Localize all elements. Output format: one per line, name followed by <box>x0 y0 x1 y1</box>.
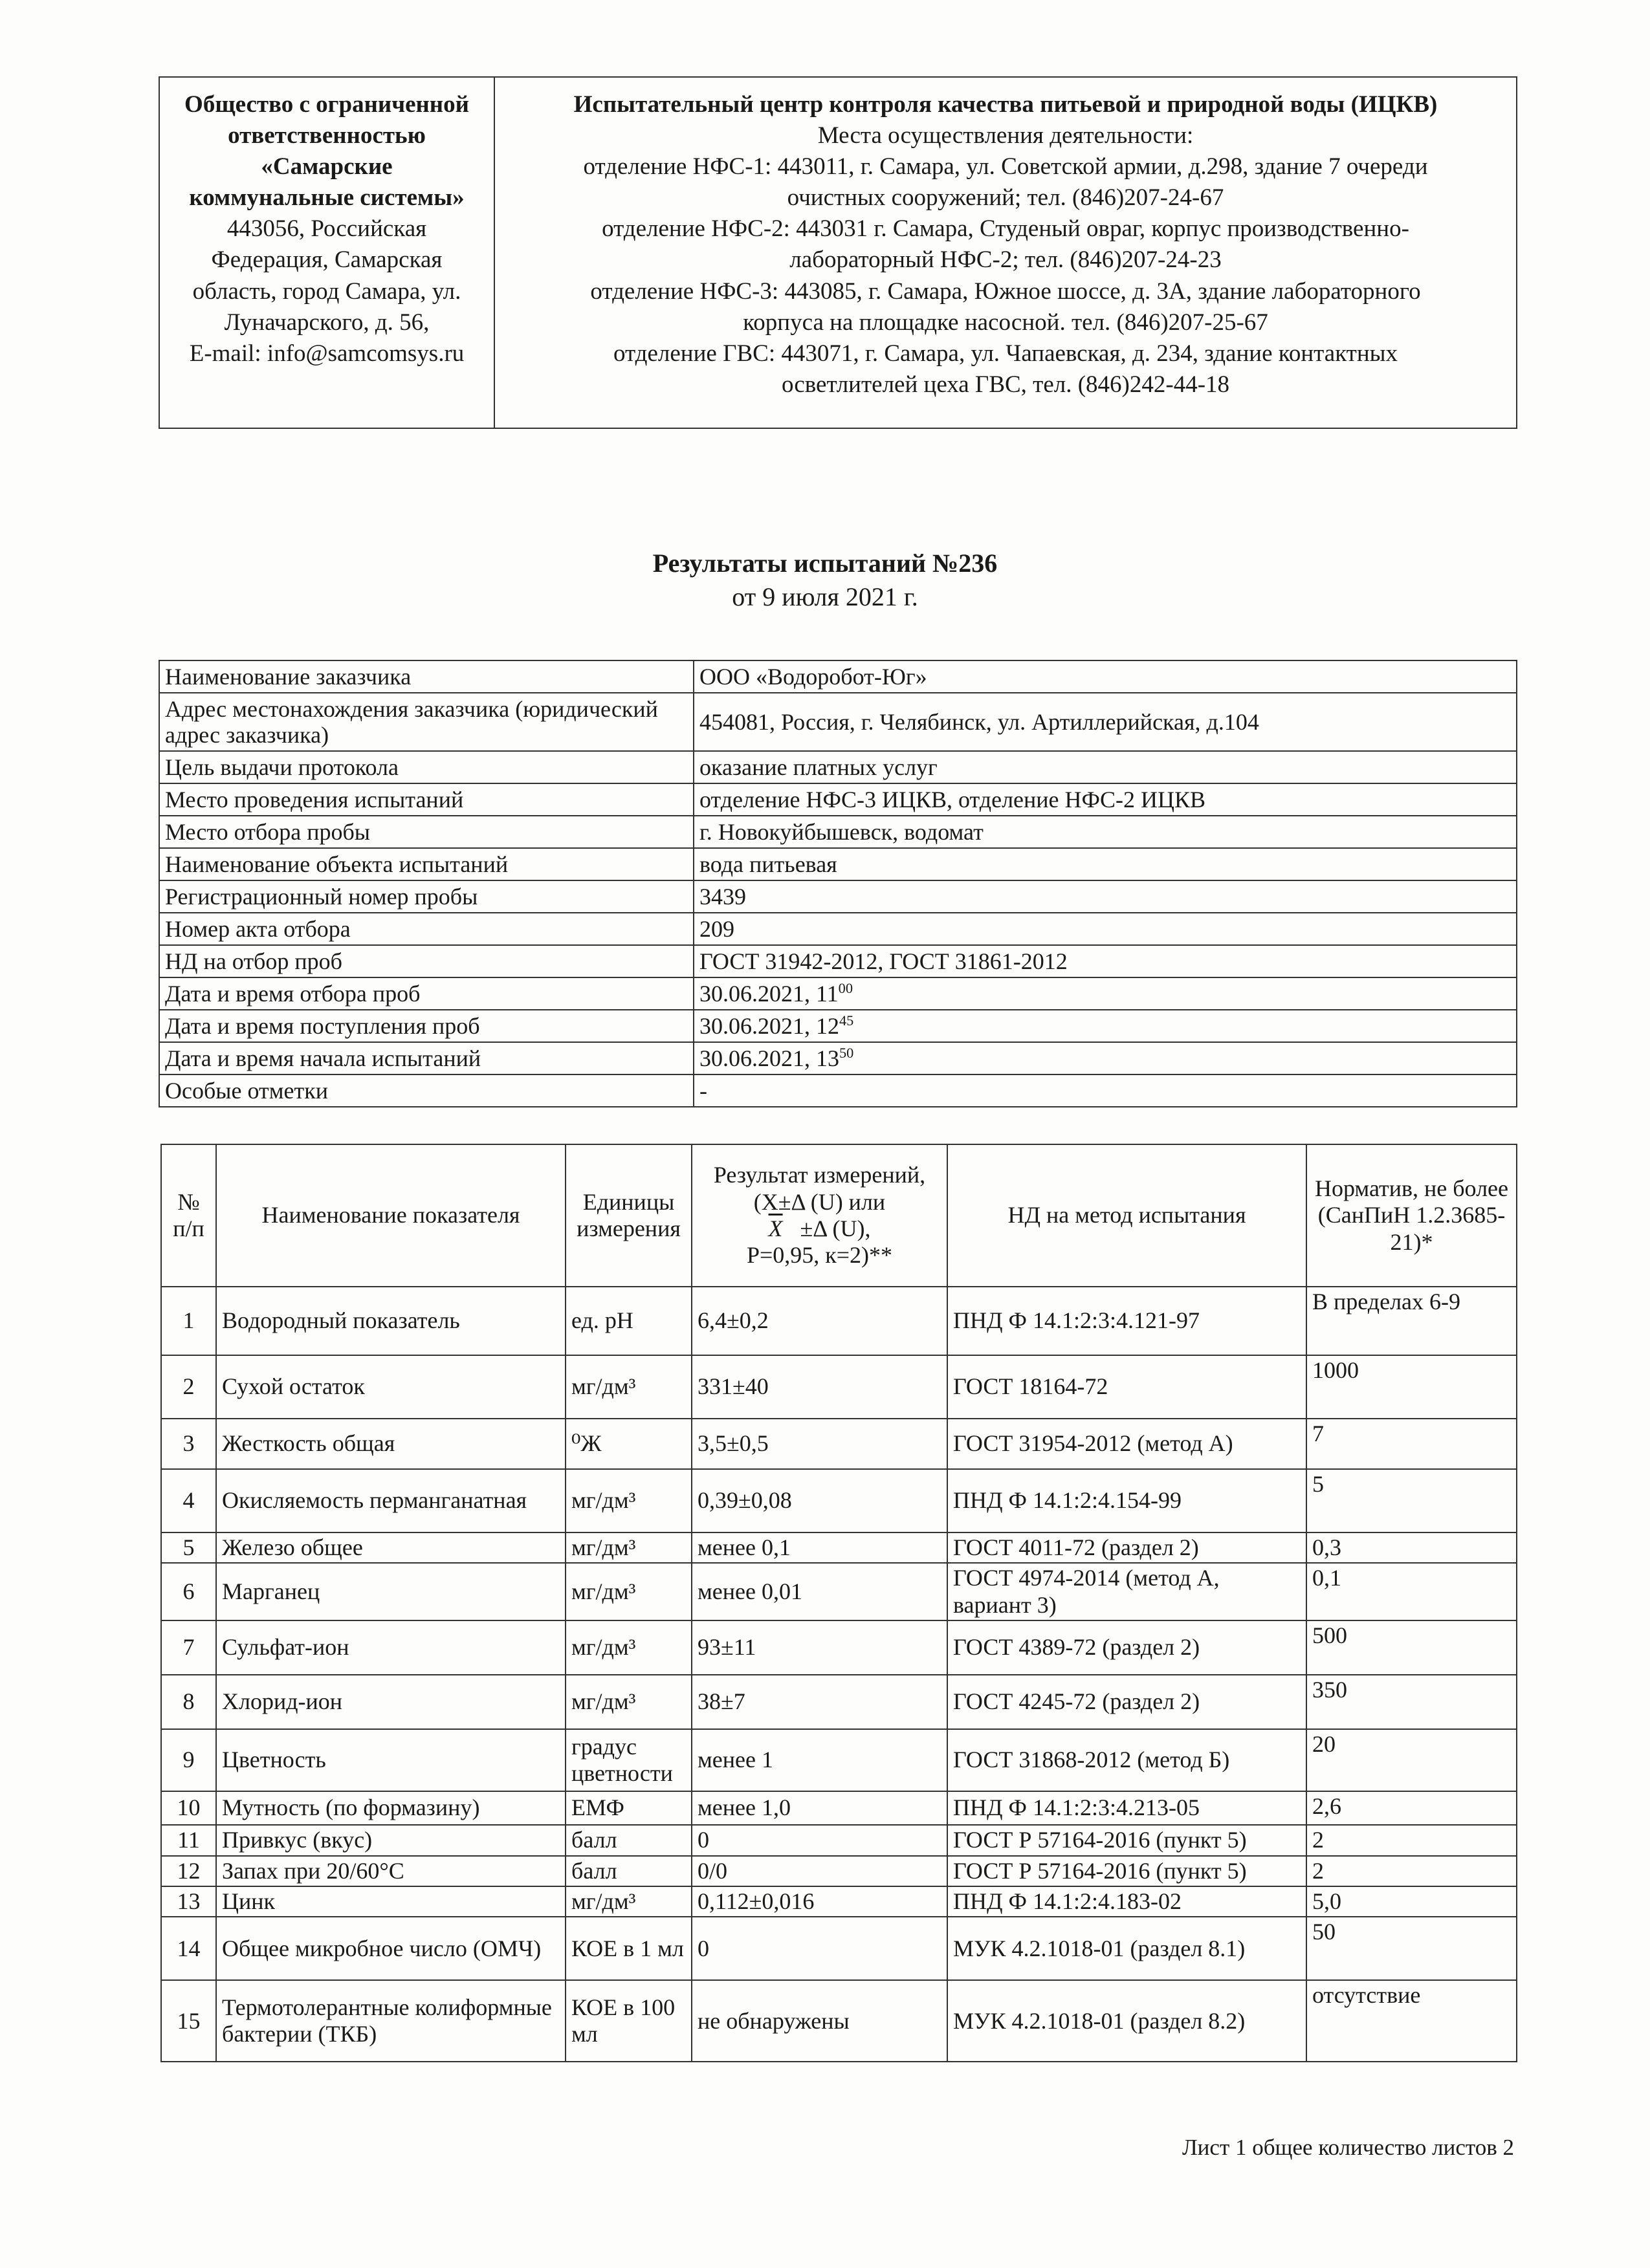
info-row <box>159 848 1517 880</box>
cell-method: ПНД Ф 14.1:2:3:4.121-97 <box>947 1287 1306 1355</box>
info-row <box>159 693 1517 751</box>
x-bar-symbol: $\overline{X}$ <box>768 1216 783 1241</box>
cell-unit: ед. рН <box>566 1287 692 1355</box>
header-result <box>692 1144 947 1287</box>
center-line: корпуса на площадке насосной. тел. (846)207-25-67 <box>743 309 1268 336</box>
header-name: Наименование показателя <box>216 1144 566 1287</box>
cell-unit: ⁰Ж <box>566 1419 692 1469</box>
cell-result: менее 0,01 <box>692 1563 947 1620</box>
center-line: Места осуществления деятельности: <box>817 122 1194 149</box>
cell-norm: 350 <box>1306 1675 1517 1729</box>
cell-method: ГОСТ 4974-2014 (метод А, вариант 3) <box>947 1563 1306 1620</box>
cell-unit: мг/дм³ <box>566 1886 692 1917</box>
cell-result: менее 0,1 <box>692 1532 947 1563</box>
cell-name: Привкус (вкус) <box>216 1825 566 1855</box>
cell-num: 9 <box>161 1729 216 1791</box>
org-address-line: Луначарского, д. 56, <box>224 309 430 336</box>
info-row <box>159 751 1517 783</box>
cell-num: 2 <box>161 1355 216 1419</box>
info-value <box>694 913 1517 945</box>
info-row <box>159 1074 1517 1107</box>
info-value-text: 30.06.2021, 11 <box>699 980 839 1007</box>
cell-result: 93±11 <box>692 1620 947 1675</box>
center-line: отделение НФС-2: 443031 г. Самара, Студеный овраг, корпус производственно- <box>602 215 1409 243</box>
time-minutes: 50 <box>839 1044 854 1061</box>
cell-method: ГОСТ 18164-72 <box>947 1355 1306 1419</box>
cell-result: 0/0 <box>692 1856 947 1886</box>
cell-name: Марганец <box>216 1563 566 1620</box>
cell-method: МУК 4.2.1018-01 (раздел 8.2) <box>947 1980 1306 2062</box>
cell-unit: КОЕ в 100 мл <box>566 1980 692 2062</box>
cell-num: 12 <box>161 1856 216 1886</box>
cell-num: 6 <box>161 1563 216 1620</box>
info-value-text: г. Новокуйбышевск, водомат <box>699 818 984 845</box>
info-row <box>159 1042 1517 1074</box>
result-row <box>161 1825 1517 1855</box>
info-label: Особые отметки <box>159 1074 694 1107</box>
info-label: Наименование заказчика <box>159 660 694 693</box>
cell-result: 0 <box>692 1917 947 1980</box>
info-value-text: 30.06.2021, 13 <box>699 1045 839 1071</box>
cell-norm: 2 <box>1306 1856 1517 1886</box>
info-value <box>694 1010 1517 1042</box>
header-result-line: Результат измерений, <box>713 1162 926 1188</box>
cell-result: менее 1,0 <box>692 1791 947 1825</box>
info-row <box>159 816 1517 848</box>
result-row <box>161 1287 1517 1355</box>
info-value-text: ГОСТ 31942-2012, ГОСТ 31861-2012 <box>699 948 1068 974</box>
time-minutes: 00 <box>838 979 853 996</box>
center-line: очистных сооружений; тел. (846)207-24-67 <box>787 184 1224 212</box>
info-value <box>694 660 1517 693</box>
info-label: Дата и время поступления проб <box>159 1010 694 1042</box>
header-result-line: Р=0,95, к=2)** <box>746 1242 893 1269</box>
cell-method: ПНД Ф 14.1:2:4.183-02 <box>947 1886 1306 1917</box>
info-row <box>159 783 1517 816</box>
result-row <box>161 1355 1517 1419</box>
info-value-text: вода питьевая <box>699 851 837 877</box>
cell-norm: В пределах 6-9 <box>1306 1287 1517 1355</box>
cell-unit: ЕМФ <box>566 1791 692 1825</box>
cell-norm: отсутствие <box>1306 1980 1517 2062</box>
cell-name: Сульфат-ион <box>216 1620 566 1675</box>
result-row <box>161 1980 1517 2062</box>
info-row <box>159 880 1517 913</box>
cell-result: менее 1 <box>692 1729 947 1791</box>
cell-method: ГОСТ 4011-72 (раздел 2) <box>947 1532 1306 1563</box>
cell-norm: 2 <box>1306 1825 1517 1855</box>
info-label: Место проведения испытаний <box>159 783 694 816</box>
cell-name: Цинк <box>216 1886 566 1917</box>
result-row <box>161 1791 1517 1825</box>
cell-name: Общее микробное число (ОМЧ) <box>216 1917 566 1980</box>
cell-norm: 2,6 <box>1306 1791 1517 1825</box>
cell-result: не обнаружены <box>692 1980 947 2062</box>
result-row <box>161 1620 1517 1675</box>
info-value <box>694 977 1517 1010</box>
result-row <box>161 1856 1517 1886</box>
info-row <box>159 913 1517 945</box>
cell-num: 8 <box>161 1675 216 1729</box>
info-value <box>694 693 1517 751</box>
info-label: Регистрационный номер пробы <box>159 880 694 913</box>
cell-unit: мг/дм³ <box>566 1469 692 1532</box>
document-title: Результаты испытаний №236 <box>652 549 998 578</box>
cell-name: Цветность <box>216 1729 566 1791</box>
header-unit: Единицы измерения <box>566 1144 692 1287</box>
org-address-line: 443056, Российская <box>226 215 427 243</box>
info-value <box>694 1074 1517 1107</box>
cell-norm: 50 <box>1306 1917 1517 1980</box>
info-value-text: 30.06.2021, 12 <box>699 1012 839 1039</box>
cell-name: Окисляемость перманганатная <box>216 1469 566 1532</box>
cell-num: 5 <box>161 1532 216 1563</box>
cell-unit: мг/дм³ <box>566 1563 692 1620</box>
org-address-line: область, город Самара, ул. <box>192 278 461 305</box>
info-value <box>694 751 1517 783</box>
testing-center-title: Испытательный центр контроля качества питьевой и природной воды (ИЦКВ) <box>573 91 1438 118</box>
cell-name: Запах при 20/60°С <box>216 1856 566 1886</box>
info-value <box>694 1042 1517 1074</box>
info-label: Номер акта отбора <box>159 913 694 945</box>
cell-unit: мг/дм³ <box>566 1355 692 1419</box>
cell-num: 3 <box>161 1419 216 1469</box>
cell-name: Жесткость общая <box>216 1419 566 1469</box>
cell-unit: мг/дм³ <box>566 1620 692 1675</box>
header-norm: Норматив, не более (СанПиН 1.2.3685-21)* <box>1306 1144 1517 1287</box>
cell-norm: 500 <box>1306 1620 1517 1675</box>
center-line: отделение НФС-1: 443011, г. Самара, ул. Советской армии, д.298, здание 7 очереди <box>583 153 1428 180</box>
result-row <box>161 1419 1517 1469</box>
cell-method: ГОСТ Р 57164-2016 (пункт 5) <box>947 1825 1306 1855</box>
cell-method: ГОСТ 31868-2012 (метод Б) <box>947 1729 1306 1791</box>
cell-norm: 20 <box>1306 1729 1517 1791</box>
center-line: лабораторный НФС-2; тел. (846)207-24-23 <box>789 246 1222 274</box>
center-line: отделение НФС-3: 443085, г. Самара, Южное шоссе, д. 3А, здание лабораторного <box>590 278 1421 305</box>
cell-norm: 5,0 <box>1306 1886 1517 1917</box>
page-footer: Лист 1 общее количество листов 2 <box>1182 2135 1514 2160</box>
result-row <box>161 1532 1517 1563</box>
org-name-line: Общество с ограниченной <box>184 91 469 118</box>
header-result-line <box>698 1216 941 1242</box>
info-label: Цель выдачи протокола <box>159 751 694 783</box>
cell-norm: 1000 <box>1306 1355 1517 1419</box>
info-label: Дата и время отбора проб <box>159 977 694 1010</box>
cell-unit: градус цветности <box>566 1729 692 1791</box>
cell-method: ГОСТ 4245-72 (раздел 2) <box>947 1675 1306 1729</box>
cell-method: ГОСТ 4389-72 (раздел 2) <box>947 1620 1306 1675</box>
cell-result: 0,39±0,08 <box>692 1469 947 1532</box>
cell-method: ПНД Ф 14.1:2:3:4.213-05 <box>947 1791 1306 1825</box>
cell-unit: мг/дм³ <box>566 1675 692 1729</box>
cell-result: 6,4±0,2 <box>692 1287 947 1355</box>
info-value-text: отделение НФС-3 ИЦКВ, отделение НФС-2 ИЦКВ <box>699 786 1205 812</box>
document-title-block <box>0 547 1650 614</box>
info-label: Место отбора пробы <box>159 816 694 848</box>
cell-name: Водородный показатель <box>216 1287 566 1355</box>
header-table <box>159 76 1517 429</box>
info-value-text: 454081, Россия, г. Челябинск, ул. Артиллерийская, д.104 <box>699 708 1259 735</box>
org-email: E-mail: info@samcomsys.ru <box>189 340 465 367</box>
info-value <box>694 816 1517 848</box>
info-row <box>159 660 1517 693</box>
info-value-text: ООО «Водоробот-Юг» <box>699 663 927 690</box>
info-row <box>159 945 1517 977</box>
cell-unit: КОЕ в 1 мл <box>566 1917 692 1980</box>
cell-unit: мг/дм³ <box>566 1532 692 1563</box>
document-date: от 9 июля 2021 г. <box>732 582 918 611</box>
cell-name: Железо общее <box>216 1532 566 1563</box>
org-address-line: Федерация, Самарская <box>211 246 443 274</box>
cell-name: Термотолерантные колиформные бактерии (ТКБ) <box>216 1980 566 2062</box>
cell-result: 331±40 <box>692 1355 947 1419</box>
header-num: № п/п <box>161 1144 216 1287</box>
cell-method: ГОСТ Р 57164-2016 (пункт 5) <box>947 1856 1306 1886</box>
info-row <box>159 1010 1517 1042</box>
cell-num: 13 <box>161 1886 216 1917</box>
info-row <box>159 977 1517 1010</box>
cell-num: 11 <box>161 1825 216 1855</box>
cell-result: 0 <box>692 1825 947 1855</box>
info-value <box>694 848 1517 880</box>
info-value-text: 3439 <box>699 883 746 910</box>
center-line: отделение ГВС: 443071, г. Самара, ул. Чапаевская, д. 234, здание контактных <box>613 340 1398 367</box>
organization-cell <box>159 77 494 428</box>
cell-method: МУК 4.2.1018-01 (раздел 8.1) <box>947 1917 1306 1980</box>
info-label: Наименование объекта испытаний <box>159 848 694 880</box>
time-minutes: 45 <box>839 1012 854 1029</box>
cell-result: 3,5±0,5 <box>692 1419 947 1469</box>
org-name-line: коммунальные системы» <box>189 184 465 212</box>
header-result-line: (X±Δ (U) или <box>753 1188 886 1215</box>
info-value <box>694 880 1517 913</box>
cell-method: ПНД Ф 14.1:2:4.154-99 <box>947 1469 1306 1532</box>
info-value <box>694 783 1517 816</box>
cell-num: 15 <box>161 1980 216 2062</box>
info-label: Дата и время начала испытаний <box>159 1042 694 1074</box>
cell-num: 4 <box>161 1469 216 1532</box>
cell-result: 0,112±0,016 <box>692 1886 947 1917</box>
cell-name: Хлорид-ион <box>216 1675 566 1729</box>
result-row <box>161 1729 1517 1791</box>
center-line: осветлителей цеха ГВС, тел. (846)242-44-18 <box>781 371 1230 398</box>
result-row <box>161 1675 1517 1729</box>
info-label: НД на отбор проб <box>159 945 694 977</box>
info-value <box>694 945 1517 977</box>
cell-name: Мутность (по формазину) <box>216 1791 566 1825</box>
header-method: НД на метод испытания <box>947 1144 1306 1287</box>
result-row <box>161 1563 1517 1620</box>
cell-norm: 0,1 <box>1306 1563 1517 1620</box>
cell-norm: 7 <box>1306 1419 1517 1469</box>
sample-info-table <box>159 660 1517 1107</box>
result-row <box>161 1469 1517 1532</box>
cell-num: 7 <box>161 1620 216 1675</box>
cell-result: 38±7 <box>692 1675 947 1729</box>
cell-num: 14 <box>161 1917 216 1980</box>
org-name-line: «Самарские <box>261 153 393 180</box>
info-label: Адрес местонахождения заказчика (юридический адрес заказчика) <box>159 693 694 751</box>
cell-unit: балл <box>566 1856 692 1886</box>
cell-num: 10 <box>161 1791 216 1825</box>
cell-num: 1 <box>161 1287 216 1355</box>
info-value-text: - <box>699 1077 707 1104</box>
cell-norm: 0,3 <box>1306 1532 1517 1563</box>
cell-name: Сухой остаток <box>216 1355 566 1419</box>
info-value-text: оказание платных услуг <box>699 754 938 780</box>
testing-center-cell <box>494 77 1517 428</box>
info-value-text: 209 <box>699 915 734 942</box>
cell-norm: 5 <box>1306 1469 1517 1532</box>
cell-unit: балл <box>566 1825 692 1855</box>
org-name-line: ответственностью <box>228 122 426 149</box>
cell-method: ГОСТ 31954-2012 (метод А) <box>947 1419 1306 1469</box>
result-row <box>161 1886 1517 1917</box>
result-row <box>161 1917 1517 1980</box>
results-table <box>160 1144 1517 2062</box>
header-result-line-part: ±Δ (U), <box>800 1216 871 1241</box>
